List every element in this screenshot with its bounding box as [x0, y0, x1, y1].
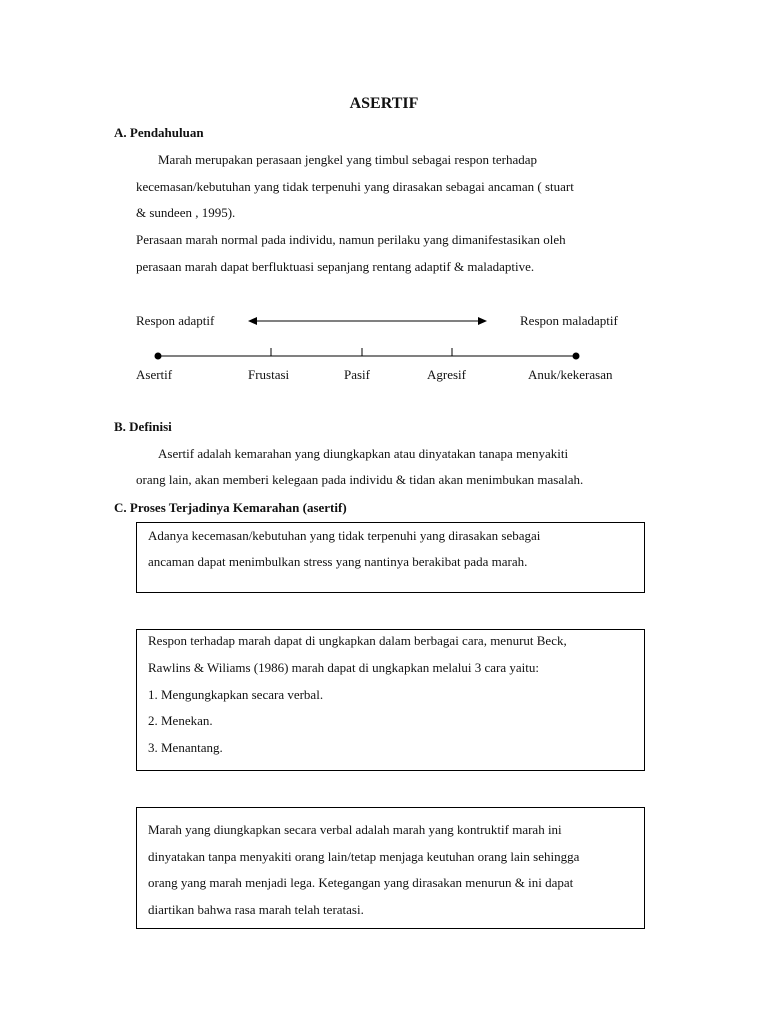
text-box-verbal: [136, 807, 645, 929]
page-title: ASERTIF: [349, 95, 419, 112]
response-adaptive-label: Respon adaptif: [136, 313, 215, 328]
box3-line-2: dinyatakan tanpa menyakiti orang lain/tetap menjaga keutuhan orang lain sehingga: [148, 849, 580, 864]
text-box-expression: [136, 629, 645, 771]
continuum-start-dot: [155, 353, 162, 360]
section-b-line-2: orang lain, akan memberi kelegaan pada individu & tidan akan menimbukan masalah.: [136, 472, 584, 487]
box1-line-1: Adanya kecemasan/kebutuhan yang tidak terpenuhi yang dirasakan sebagai: [148, 528, 541, 543]
arrow-right-head-icon: [478, 317, 487, 325]
continuum-point-pasif: Pasif: [344, 367, 370, 382]
section-a-line-1: Marah merupakan perasaan jengkel yang timbul sebagai respon terhadap: [158, 152, 538, 167]
box2-list-item-1: 1. Mengungkapkan secara verbal.: [148, 687, 324, 702]
section-a-heading: A. Pendahuluan: [114, 125, 204, 140]
section-a-line-2: kecemasan/kebutuhan yang tidak terpenuhi yang dirasakan sebagai ancaman ( stuart: [136, 179, 574, 194]
box2-list-item-2: 2. Menekan.: [148, 713, 213, 728]
response-maladaptive-label: Respon maladaptif: [520, 313, 618, 328]
arrow-left-head-icon: [248, 317, 257, 325]
box1-line-2: ancaman dapat menimbulkan stress yang nantinya berakibat pada marah.: [148, 554, 528, 569]
box3-line-3: orang yang marah menjadi lega. Ketegangan yang dirasakan menurun & ini dapat: [148, 875, 574, 890]
box3-line-4: diartikan bahwa rasa marah telah teratasi.: [148, 902, 364, 917]
box2-line-2: Rawlins & Wiliams (1986) marah dapat di ungkapkan melalui 3 cara yaitu:: [148, 660, 539, 675]
continuum-point-frustasi: Frustasi: [248, 367, 290, 382]
continuum-end-dot: [573, 353, 580, 360]
section-a-line-3: & sundeen , 1995).: [136, 205, 236, 220]
section-a-line-5: perasaan marah dapat berfluktuasi sepanjang rentang adaptif & maladaptive.: [136, 259, 535, 274]
box3-line-1: Marah yang diungkapkan secara verbal adalah marah yang kontruktif marah ini: [148, 822, 562, 837]
section-c-heading: C. Proses Terjadinya Kemarahan (asertif): [114, 500, 347, 515]
section-b-heading: B. Definisi: [114, 419, 172, 434]
section-b-line-1: Asertif adalah kemarahan yang diungkapkan atau dinyatakan tanapa menyakiti: [158, 446, 569, 461]
continuum-point-agresif: Agresif: [427, 367, 466, 382]
section-a-line-4: Perasaan marah normal pada individu, namun perilaku yang dimanifestasikan oleh: [136, 232, 566, 247]
continuum-point-anuk-kekerasan: Anuk/kekerasan: [528, 367, 613, 382]
text-box-cause: [136, 522, 645, 593]
continuum-point-asertif: Asertif: [136, 367, 173, 382]
box2-list-item-3: 3. Menantang.: [148, 740, 223, 755]
box2-line-1: Respon terhadap marah dapat di ungkapkan dalam berbagai cara, menurut Beck,: [148, 633, 567, 648]
